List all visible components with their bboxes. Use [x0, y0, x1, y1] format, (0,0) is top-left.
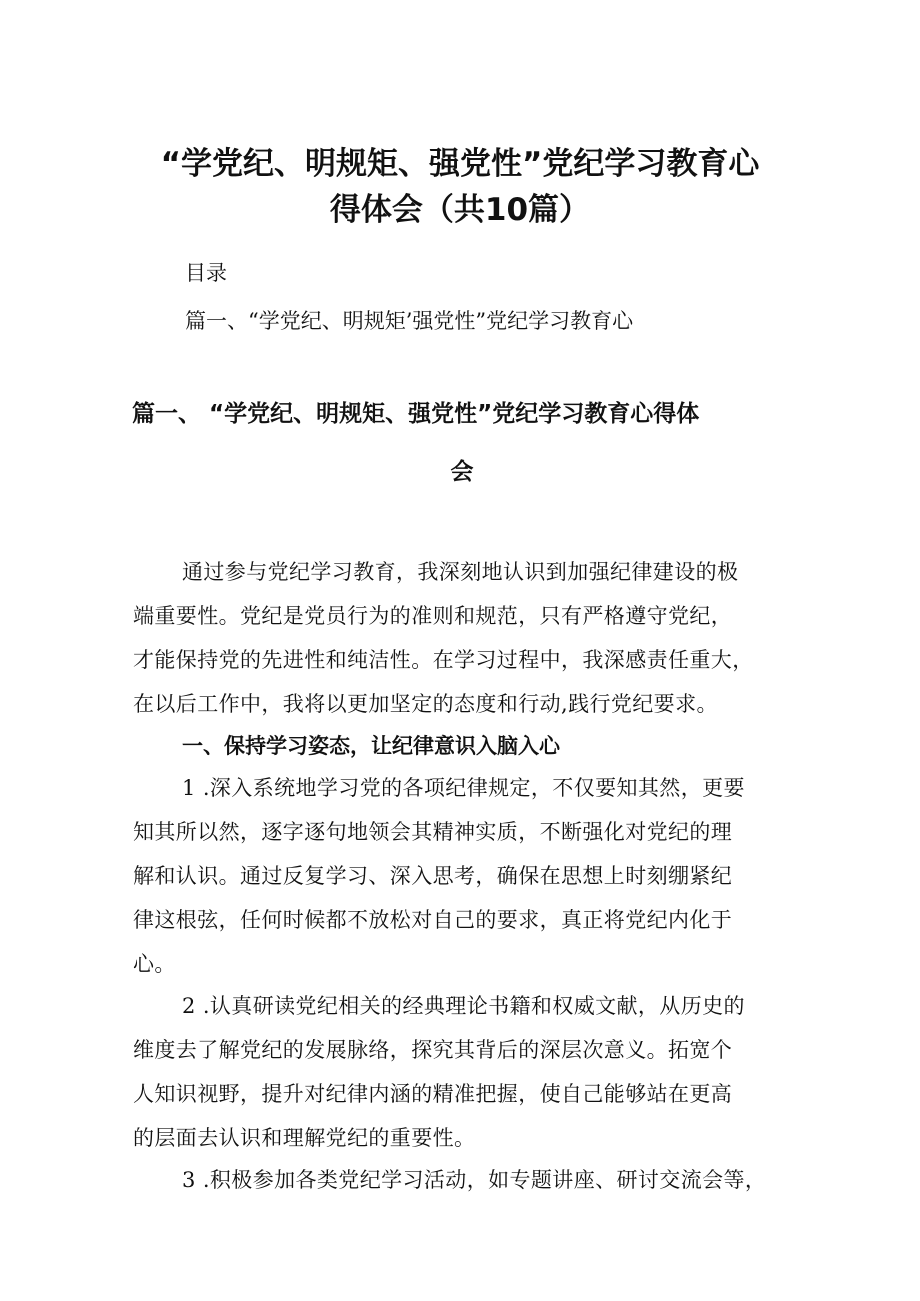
intro-line: 通过参与党纪学习教育，我深刻地认识到加强纪律建设的极: [182, 560, 739, 584]
subheading: 一、保持学习姿态，让纪律意识入脑入心: [182, 734, 560, 758]
section-title-line-2: 会: [450, 459, 474, 485]
intro-line: 端重要性。党纪是党员行为的准则和规范，只有严格遵守党纪，: [133, 604, 733, 628]
item-2-line: 维度去了解党纪的发展脉络，探究其背后的深层次意义。拓宽个: [133, 1038, 733, 1062]
item-2-paragraph: [133, 984, 793, 1160]
toc-item[interactable]: 篇一、“学党纪、明规矩’强党性”党纪学习教育心: [185, 309, 634, 333]
toc-heading: 目录: [185, 261, 227, 285]
item-3-line: 3 .积极参加各类党纪学习活动，如专题讲座、研讨交流会等，: [182, 1168, 767, 1192]
item-3-paragraph: [133, 1158, 793, 1202]
item-1-line: 心。: [133, 952, 176, 976]
item-2-line: 人知识视野，提升对纪律内涵的精准把握，使自己能够站在更高: [133, 1082, 733, 1106]
item-1-line: 律这根弦，任何时候都不放松对自己的要求，真正将党纪内化于: [133, 908, 733, 932]
item-1-paragraph: [133, 766, 793, 986]
item-2-line: 2 .认真研读党纪相关的经典理论书籍和权威文献，从历史的: [182, 994, 745, 1018]
item-1-line: 知其所以然，逐字逐句地领会其精神实质，不断强化对党纪的理: [133, 820, 733, 844]
item-1-line: 1 .深入系统地学习党的各项纪律规定，不仅要知其然，更要: [182, 776, 745, 800]
document-title-line-2: 得体会（共10篇）: [329, 192, 591, 228]
section-title-line-1: 篇一、 “学党纪、明规矩、强党性”党纪学习教育心得体: [132, 401, 700, 427]
item-1-line: 解和认识。通过反复学习、深入思考，确保在思想上时刻绷紧纪: [133, 864, 733, 888]
intro-line: 在以后工作中，我将以更加坚定的态度和行动,践行党纪要求。: [133, 692, 718, 716]
item-2-line: 的层面去认识和理解党纪的重要性。: [133, 1126, 476, 1150]
intro-line: 才能保持党的先进性和纯洁性。在学习过程中，我深感责任重大，: [133, 648, 754, 672]
intro-paragraph: [133, 550, 793, 726]
document-title-line-1: “学党纪、明规矩、强党性”党纪学习教育心: [160, 146, 760, 182]
